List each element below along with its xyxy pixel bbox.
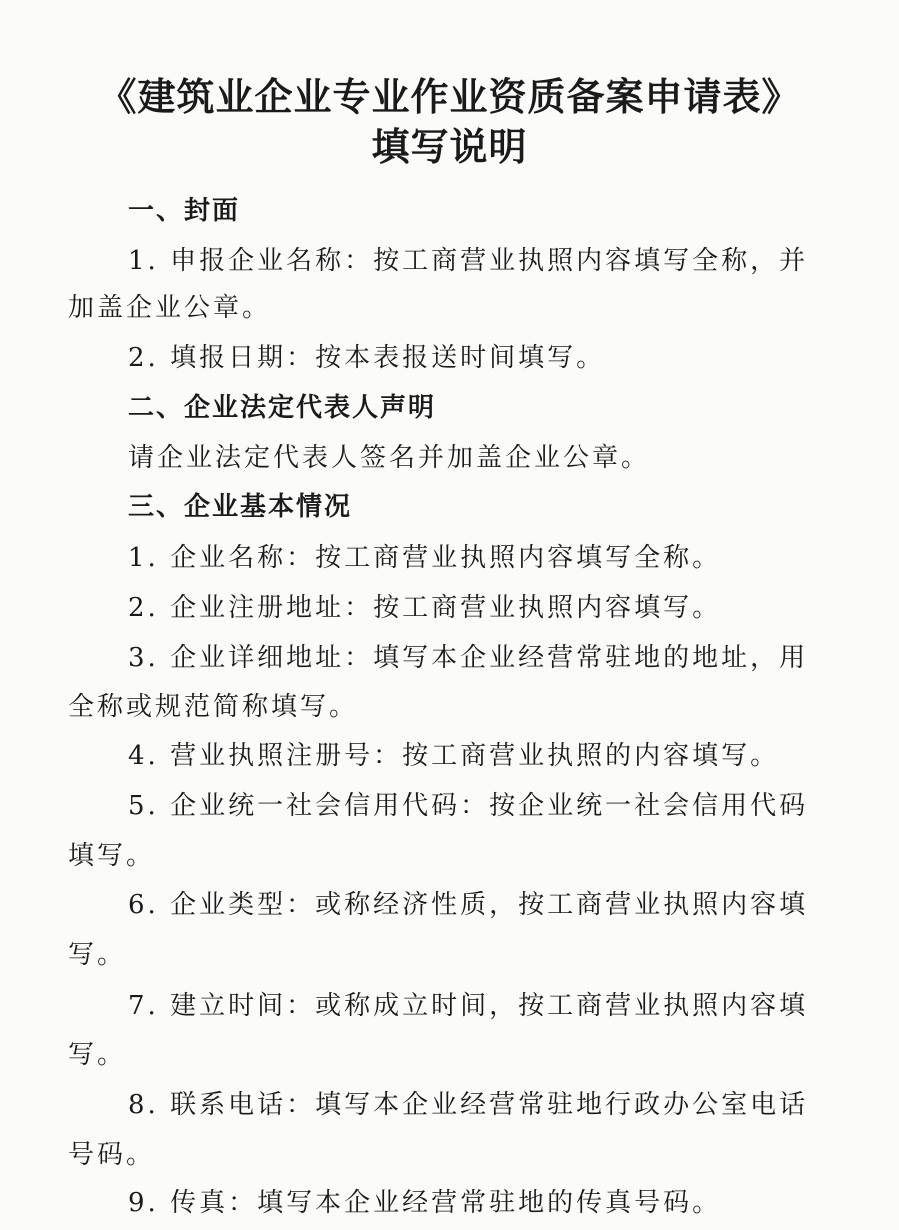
- section-heading-legal-rep: 二、企业法定代表人声明: [128, 393, 437, 423]
- text-line: 2. 企业注册地址：按工商营业执照内容填写。: [128, 593, 722, 623]
- text-line: 全称或规范简称填写。: [68, 692, 359, 722]
- text-line: 1. 企业名称：按工商营业执照内容填写全称。: [128, 543, 722, 573]
- text-line: 加盖企业公章。: [68, 293, 272, 323]
- section-heading-cover: 一、封面: [128, 196, 241, 226]
- text-line: 6. 企业类型：或称经济性质，按工商营业执照内容填: [128, 890, 809, 920]
- text-line: 5. 企业统一社会信用代码：按企业统一社会信用代码: [128, 791, 809, 821]
- text-line: 7. 建立时间：或称成立时间，按工商营业执照内容填: [128, 991, 809, 1021]
- document-subtitle: 填写说明: [371, 125, 528, 169]
- document-title: 《建筑业企业专业作业资质备案申请表》: [98, 75, 801, 119]
- text-line: 请企业法定代表人签名并加盖企业公章。: [128, 443, 651, 473]
- text-line: 9. 传真：填写本企业经营常驻地的传真号码。: [128, 1188, 722, 1218]
- text-line: 2. 填报日期：按本表报送时间填写。: [128, 343, 606, 373]
- text-line: 1. 申报企业名称：按工商营业执照内容填写全称，并: [128, 246, 809, 276]
- text-line: 号码。: [68, 1140, 156, 1170]
- text-line: 8. 联系电话：填写本企业经营常驻地行政办公室电话: [128, 1090, 809, 1120]
- text-line: 4. 营业执照注册号：按工商营业执照的内容填写。: [128, 741, 780, 771]
- text-line: 写。: [68, 940, 127, 970]
- section-heading-basic-info: 三、企业基本情况: [128, 492, 353, 522]
- text-line: 写。: [68, 1040, 127, 1070]
- text-line: 3. 企业详细地址：填写本企业经营常驻地的地址，用: [128, 643, 809, 673]
- text-line: 填写。: [68, 841, 156, 871]
